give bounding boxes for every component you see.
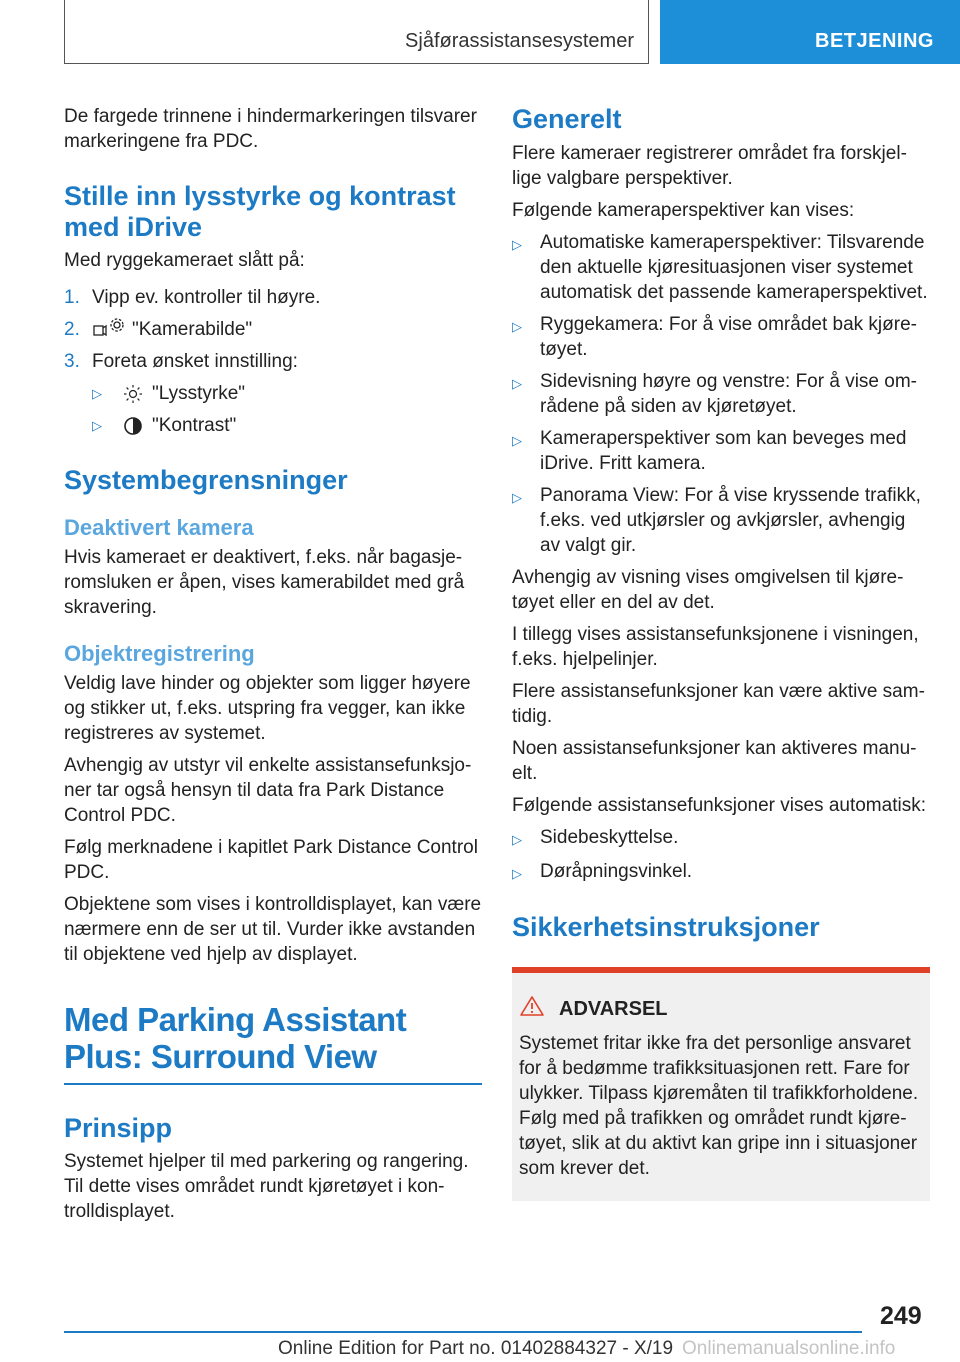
intro-paragraph: De fargede trinnene i hindermarkeringen tilsvarer markeringene fra PDC. [64, 106, 477, 152]
paragraph-objekt-4: Objektene som vises i kontrolldisplayet, kan være nærmere enn de ser ut til. Vurder ikke avstanden til objektene ved hjelp av displayet. [64, 894, 482, 965]
paragraph-deaktivert: Hvis kameraet er deaktivert, f.eks. når bagasjeromsluken er åpen, vises kamerabildet med grå skravering. [64, 547, 465, 618]
contrast-icon [120, 416, 146, 436]
bullet-triangle-icon: ▷ [512, 237, 522, 252]
bullet-triangle-icon: ▷ [512, 376, 522, 391]
step-1 [64, 285, 482, 310]
list-item [512, 859, 930, 886]
bullet-triangle-icon: ▷ [92, 386, 102, 401]
step-text: "Kamerabilde" [132, 319, 253, 340]
list-item [512, 369, 930, 419]
brightness-icon [120, 384, 146, 404]
camera-settings-icon [92, 317, 126, 337]
bullet-triangle-icon: ▷ [512, 490, 522, 505]
paragraph-prinsipp: Systemet hjelper til med parkering og rangering. Til dette vises området rundt kjøretøyet i kontrolldisplayet. [64, 1150, 469, 1222]
heading-surround-view: Med Parking Assistant Plus: Surround View [64, 1001, 407, 1075]
sub-step-brightness [64, 381, 482, 406]
header-section-box [64, 0, 649, 64]
list-item [512, 825, 930, 852]
paragraph-objekt-3: Følg merknadene i kapitlet Park Distance Control PDC. [64, 837, 478, 883]
header-chapter-box [660, 0, 960, 64]
step-text: Foreta ønsket innstilling: [92, 351, 298, 372]
heading-deaktivert-kamera: Deaktivert kamera [64, 515, 254, 540]
list-item [512, 483, 930, 558]
right-column [512, 104, 930, 1201]
paragraph-objekt-2: Avhengig av utstyr vil enkelte assistansefunksjoner tar også hensyn til data fra Park Distance Control PDC. [64, 755, 472, 826]
step-text: Vipp ev. kontroller til høyre. [92, 287, 321, 308]
sub-step-text: "Lysstyrke" [152, 383, 246, 404]
heading-lysstyrke: Stille inn lysstyrke og kontrast med iDrive [64, 181, 456, 242]
list-item [512, 312, 930, 362]
heading-generelt: Generelt [512, 104, 622, 134]
bullet-triangle-icon: ▷ [512, 832, 522, 847]
page-number: 249 [880, 1302, 922, 1330]
warning-title-text: ADVARSEL [559, 997, 668, 1020]
bullet-triangle-icon: ▷ [512, 319, 522, 334]
list-item-text: Panorama View: For å vise kryssende trafikk, f.eks. ved utkjørsler og avkjørsler, avhengig av valgt gir. [540, 485, 921, 556]
list-item-text: Ryggekamera: For å vise området bak kjøretøyet. [540, 314, 917, 360]
heading-prinsipp: Prinsipp [64, 1112, 173, 1143]
footer-edition: Online Edition for Part no. 01402884327 - X/19 [278, 1338, 674, 1359]
paragraph-generelt-6: Noen assistansefunksjoner kan aktiveres manuelt. [512, 738, 917, 784]
header-section-title: Sjåførassistansesystemer [405, 30, 634, 52]
bullet-triangle-icon: ▷ [512, 433, 522, 448]
list-item-text: Døråpningsvinkel. [540, 861, 693, 882]
bullet-triangle-icon: ▷ [512, 866, 522, 881]
sub-step-text: "Kontrast" [152, 415, 237, 436]
list-item-text: Sidevisning høyre og venstre: For å vise områdene på siden av kjøretøyet. [540, 371, 917, 417]
list-item-text: Sidebeskyttelse. [540, 827, 679, 848]
step-number: 2. [64, 319, 80, 340]
bullet-triangle-icon: ▷ [92, 418, 102, 433]
paragraph-objekt-1: Veldig lave hinder og objekter som ligger høyere og stikker ut, f.eks. utspring fra vegger, kan ikke registreres av systemet. [64, 673, 471, 744]
sub-step-contrast [64, 413, 482, 438]
paragraph-generelt-4: I tillegg vises assistansefunksjonene i visningen, f.eks. hjelpelinjer. [512, 624, 919, 670]
list-item-text: Automatiske kameraperspektiver: Tilsvarende den aktuelle kjøresituasjonen viser systemet automatisk det passende kameraperspektivet. [540, 232, 928, 303]
footer-rule [64, 1331, 862, 1333]
paragraph-generelt-2: Følgende kameraperspektiver kan vises: [512, 200, 855, 221]
paragraph-generelt-1: Flere kameraer registrerer området fra forskjellige valgbare perspektiver. [512, 143, 907, 189]
header-chapter-title: BETJENING [815, 30, 934, 52]
warning-title [519, 995, 922, 1023]
heading-sikkerhetsinstruksjoner: Sikkerhetsinstruksjoner [512, 912, 820, 942]
paragraph-generelt-5: Flere assistansefunksjoner kan være aktive samtidig. [512, 681, 925, 727]
step-number: 3. [64, 351, 80, 372]
heading-systembegrensninger: Systembegrensninger [64, 465, 348, 495]
step-number: 1. [64, 287, 80, 308]
step-3 [64, 349, 482, 374]
left-column [64, 104, 482, 1231]
paragraph-generelt-3: Avhengig av visning vises omgivelsen til kjøretøyet eller en del av det. [512, 567, 904, 613]
list-item [512, 426, 930, 476]
step-2 [64, 317, 482, 342]
lead-paragraph: Med ryggekameraet slått på: [64, 250, 305, 271]
heading-objektregistrering: Objektregistrering [64, 641, 255, 666]
watermark: Onlinemanualsonline.info [682, 1338, 896, 1359]
warning-box [512, 967, 930, 1201]
warning-triangle-icon [519, 995, 559, 1023]
heading-underline [64, 1083, 482, 1085]
list-item [512, 230, 930, 305]
list-item-text: Kameraperspektiver som kan beveges med iDrive. Fritt kamera. [540, 428, 907, 474]
warning-text: Systemet fritar ikke fra det personlige ansvaret for å bedømme trafikksituasjonen rett. Fare for ulykker. Tilpass kjøremåten til trafikkforholdene. Følg med på trafikken og området rundt kjøretøyet, slik at du aktivt kan gripe inn i situasjoner som krever det. [519, 1033, 919, 1179]
paragraph-generelt-7: Følgende assistansefunksjoner vises automatisk: [512, 795, 926, 816]
